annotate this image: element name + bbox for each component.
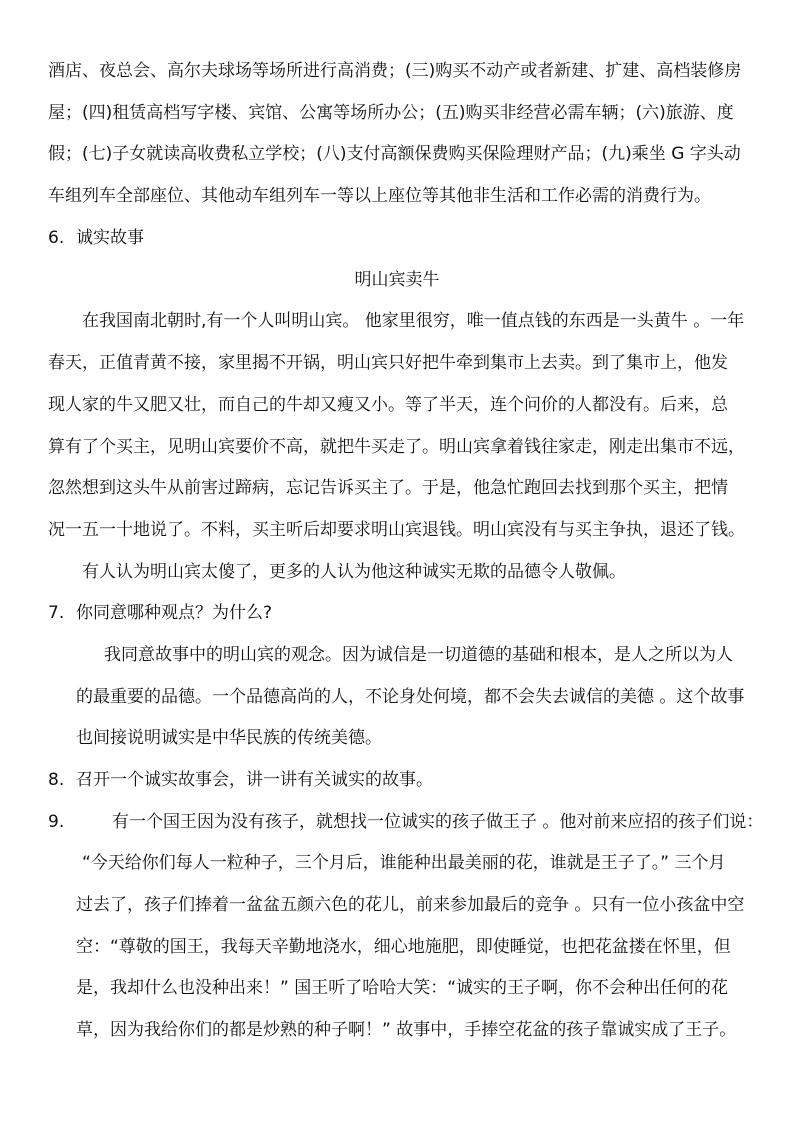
item7-text: 你同意哪种观点？为什么? (76, 603, 273, 623)
story-line-4: 算有了个买主，见明山宾要价不高，就把牛买走了。明山宾拿着钱往家走，刚走出集市不远， (48, 437, 745, 457)
item6-text: 诚实故事 (76, 228, 144, 248)
intro-line-1: 酒店、夜总会、高尔夫球场等场所进行高消费；(三)购买不动产或者新建、扩建、高档装修房 (48, 61, 742, 81)
item9-line-1: 有一个国王因为没有孩子，就想找一位诚实的孩子做王子 。他对前来应招的孩子们说： (112, 812, 764, 832)
answer7-line-1: 我同意故事中的明山宾的观念。因为诚信是一切道德的基础和根本，是人之所以为人 (104, 645, 733, 665)
story-line-3: 现人家的牛又肥又壮，而自己的牛却又瘦又小。等了半天，连个问价的人都没有。后来，总 (48, 395, 728, 415)
answer7-line-3: 也间接说明诚实是中华民族的传统美德。 (76, 728, 382, 748)
story-line-1: 在我国南北朝时,有一个人叫明山宾。 他家里很穷，唯一值点钱的东西是一头黄牛 。一年 (82, 311, 745, 331)
story-line-5: 忽然想到这头牛从前害过蹄病，忘记告诉买主了。于是，他急忙跑回去找到那个买主，把情 (48, 478, 728, 498)
item9-line-3: 过去了，孩子们捧着一盆盆五颜六色的花儿，前来参加最后的竞争 。只有一位小孩盆中空 (76, 895, 745, 915)
item9-line-6: 草，因为我给你们的都是炒熟的种子啊！” 故事中，手捧空花盆的孩子靠诚实成了王子。 (76, 1020, 737, 1040)
item8-text: 召开一个诚实故事会，讲一讲有关诚实的故事。 (76, 770, 433, 790)
item9-line-4: 空：“尊敬的国王，我每天辛勤地浇水，细心地施肥，即使睡觉，也把花盆搂在怀里，但 (76, 937, 731, 957)
story-line-7: 有人认为明山宾太傻了，更多的人认为他这种诚实无欺的品德令人敬佩。 (82, 562, 626, 582)
item9-line-5: 是，我却什么也没种出来！” 国王听了哈哈大笑：“诚实的王子啊，你不会种出任何的花 (76, 978, 729, 998)
item8-number: 8. (48, 770, 65, 790)
intro-line-2: 屋；(四)租赁高档写字楼、宾馆、公寓等场所办公；(五)购买非经营必需车辆；(六)旅游、度 (48, 103, 734, 123)
item9-number: 9. (48, 812, 65, 832)
item6-number: 6. (48, 228, 65, 248)
intro-line-3: 假；(七)子女就读高收费私立学校；(八)支付高额保费购买保险理财产品；(九)乘坐 G 字头动 (48, 144, 741, 164)
item7-number: 7. (48, 603, 65, 623)
item9-line-2: “今天给你们每人一粒种子，三个月后，谁能种出最美丽的花，谁就是王子了。” 三个月 (82, 853, 726, 873)
story-line-6: 况一五一十地说了。不料，买主听后却要求明山宾退钱。明山宾没有与买主争执，退还了钱。 (48, 520, 745, 540)
answer7-line-2: 的最重要的品德。一个品德高尚的人，不论身处何境，都不会失去诚信的美德 。这个故事 (76, 687, 745, 707)
story-line-2: 春天，正值青黄不接，家里揭不开锅，明山宾只好把牛牵到集市上去卖。到了集市上，他发 (48, 353, 728, 373)
intro-line-4: 车组列车全部座位、其他动车组列车一等以上座位等其他非生活和工作必需的消费行为。 (48, 186, 711, 206)
story-title: 明山宾卖牛 (354, 270, 440, 290)
